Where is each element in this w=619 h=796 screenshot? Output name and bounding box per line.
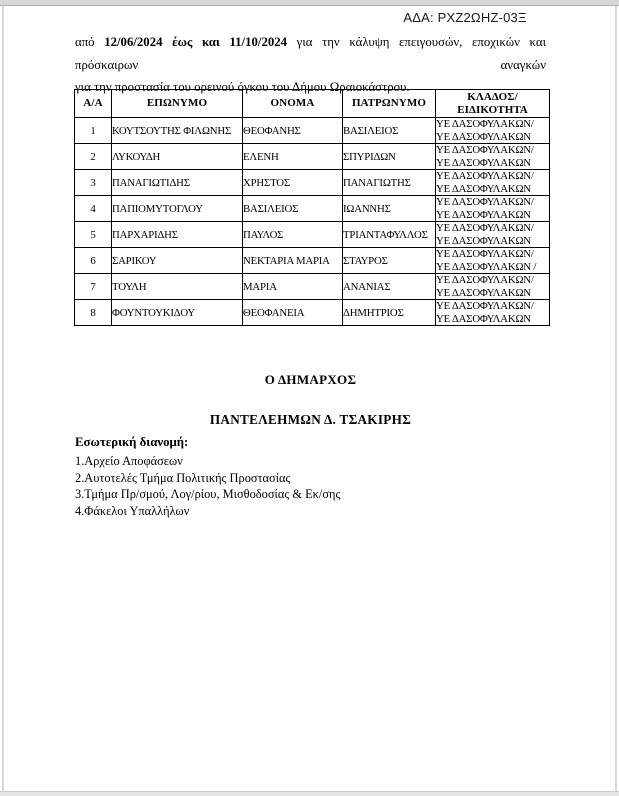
cell-surname: ΣΑΡΙΚΟΥ bbox=[112, 248, 243, 274]
table-row bbox=[75, 274, 550, 300]
page-right-edge bbox=[615, 6, 617, 791]
header-class-line1: ΚΛΑΔΟΣ/ bbox=[467, 90, 518, 103]
cell-patronymic: ΔΗΜΗΤΡΙΟΣ bbox=[343, 300, 436, 326]
cell-patronymic: ΙΩΑΝΝΗΣ bbox=[343, 196, 436, 222]
table-row bbox=[75, 170, 550, 196]
cell-surname: ΤΟΥΛΗ bbox=[112, 274, 243, 300]
specialty-line2: ΥΕ ΔΑΣΟΦΥΛΑΚΩΝ bbox=[436, 156, 531, 169]
page-left-edge bbox=[2, 6, 4, 791]
specialty-line1: ΥΕ ΔΑΣΟΦΥΛΑΚΩΝ/ bbox=[436, 196, 534, 208]
cell-aa: 7 bbox=[75, 274, 112, 300]
specialty-line2: ΥΕ ΔΑΣΟΦΥΛΑΚΩΝ bbox=[436, 208, 531, 221]
table-row bbox=[75, 196, 550, 222]
table-row bbox=[75, 118, 550, 144]
cell-specialty bbox=[436, 274, 550, 300]
cell-specialty bbox=[436, 144, 550, 170]
specialty-line2: ΥΕ ΔΑΣΟΦΥΛΑΚΩΝ bbox=[436, 234, 531, 247]
cell-name: ΜΑΡΙΑ bbox=[243, 274, 343, 300]
cell-aa: 1 bbox=[75, 118, 112, 144]
specialty-line2: ΥΕ ΔΑΣΟΦΥΛΑΚΩΝ bbox=[436, 286, 531, 299]
table-row bbox=[75, 300, 550, 326]
specialty-line1: ΥΕ ΔΑΣΟΦΥΛΑΚΩΝ/ bbox=[436, 144, 534, 156]
cell-patronymic: ΠΑΝΑΓΙΩΤΗΣ bbox=[343, 170, 436, 196]
specialty-line1: ΥΕ ΔΑΣΟΦΥΛΑΚΩΝ/ bbox=[436, 170, 534, 182]
cell-patronymic: ΒΑΣΙΛΕΙΟΣ bbox=[343, 118, 436, 144]
cell-aa: 5 bbox=[75, 222, 112, 248]
table-header-row bbox=[75, 90, 550, 118]
header-patronymic: ΠΑΤΡΩΝΥΜΟ bbox=[343, 90, 436, 118]
cell-name: ΘΕΟΦΑΝΕΙΑ bbox=[243, 300, 343, 326]
intro-dates-bold: 12/06/2024 έως και 11/10/2024 bbox=[104, 35, 288, 49]
personnel-table bbox=[74, 89, 550, 326]
specialty-line1: ΥΕ ΔΑΣΟΦΥΛΑΚΩΝ/ bbox=[436, 118, 534, 130]
cell-aa: 3 bbox=[75, 170, 112, 196]
header-class-specialty bbox=[436, 90, 550, 118]
cell-aa: 6 bbox=[75, 248, 112, 274]
intro-text-after-dates: για την κάλυψη επειγουσών, εποχικών και πρόσκαιρων αναγκών bbox=[75, 35, 547, 72]
specialty-line2: ΥΕ ΔΑΣΟΦΥΛΑΚΩΝ bbox=[436, 182, 531, 195]
cell-name: ΕΛΕΝΗ bbox=[243, 144, 343, 170]
header-surname: ΕΠΩΝΥΜΟ bbox=[112, 90, 243, 118]
table-row bbox=[75, 248, 550, 274]
cell-name: ΘΕΟΦΑΝΗΣ bbox=[243, 118, 343, 144]
internal-distribution-item: 1.Αρχείο Αποφάσεων bbox=[75, 454, 183, 468]
internal-distribution-heading: Εσωτερική διανομή: bbox=[75, 435, 189, 449]
specialty-line1: ΥΕ ΔΑΣΟΦΥΛΑΚΩΝ/ bbox=[436, 300, 534, 312]
cell-name: ΧΡΗΣΤΟΣ bbox=[243, 170, 343, 196]
intro-line-2: για την προστασία του ορεινού όγκου του Δήμου Ωραιοκάστρου. bbox=[75, 80, 410, 94]
cell-name: ΒΑΣΙΛΕΙΟΣ bbox=[243, 196, 343, 222]
cell-patronymic: ΣΤΑΥΡΟΣ bbox=[343, 248, 436, 274]
specialty-line1: ΥΕ ΔΑΣΟΦΥΛΑΚΩΝ/ bbox=[436, 248, 534, 260]
cell-specialty bbox=[436, 196, 550, 222]
internal-distribution-item: 2.Αυτοτελές Τμήμα Πολιτικής Προστασίας bbox=[75, 470, 291, 485]
cell-aa: 4 bbox=[75, 196, 112, 222]
cell-patronymic: ΣΠΥΡΙΔΩΝ bbox=[343, 144, 436, 170]
cell-specialty bbox=[436, 118, 550, 144]
specialty-line2: ΥΕ ΔΑΣΟΦΥΛΑΚΩΝ bbox=[436, 312, 531, 325]
header-name: ΟΝΟΜΑ bbox=[243, 90, 343, 118]
table-row bbox=[75, 222, 550, 248]
cell-surname: ΠΑΡΧΑΡΙΔΗΣ bbox=[112, 222, 243, 248]
intro-text-before-dates: από bbox=[75, 35, 105, 49]
internal-distribution bbox=[75, 435, 475, 519]
cell-aa: 2 bbox=[75, 144, 112, 170]
cell-surname: ΠΑΝΑΓΙΩΤΙΔΗΣ bbox=[112, 170, 243, 196]
page-bottom-edge bbox=[0, 791, 619, 796]
specialty-line2: ΥΕ ΔΑΣΟΦΥΛΑΚΩΝ bbox=[436, 130, 531, 143]
internal-distribution-item: 3.Τμήμα Πρ/σμού, Λογ/ρίου, Μισθοδοσίας & Εκ/σης bbox=[75, 487, 341, 502]
page-top-edge bbox=[0, 0, 619, 6]
cell-surname: ΦΟΥΝΤΟΥΚΙΔΟΥ bbox=[112, 300, 243, 326]
cell-specialty bbox=[436, 170, 550, 196]
specialty-line2: ΥΕ ΔΑΣΟΦΥΛΑΚΩΝ / bbox=[436, 260, 537, 273]
cell-patronymic: ΑΝΑΝΙΑΣ bbox=[343, 274, 436, 300]
cell-aa: 8 bbox=[75, 300, 112, 326]
header-aa: Α/Α bbox=[75, 90, 112, 118]
internal-distribution-item: 4.Φάκελοι Υπαλλήλων bbox=[75, 503, 190, 518]
cell-name: ΝΕΚΤΑΡΙΑ ΜΑΡΙΑ bbox=[243, 248, 343, 274]
cell-surname: ΛΥΚΟΥΔΗ bbox=[112, 144, 243, 170]
signature-title: Ο ΔΗΜΑΡΧΟΣ bbox=[264, 372, 357, 387]
ada-code: ΑΔΑ: ΡΧΖ2ΩΗΖ-03Ξ bbox=[403, 10, 527, 25]
cell-specialty bbox=[436, 248, 550, 274]
cell-specialty bbox=[436, 300, 550, 326]
signature-name: ΠΑΝΤΕΛΕΗΜΩΝ Δ. ΤΣΑΚΙΡΗΣ bbox=[209, 412, 412, 427]
cell-name: ΠΑΥΛΟΣ bbox=[243, 222, 343, 248]
header-class-line2: ΕΙΔΙΚΟΤΗΤΑ bbox=[457, 103, 528, 116]
specialty-line1: ΥΕ ΔΑΣΟΦΥΛΑΚΩΝ/ bbox=[436, 222, 534, 234]
cell-surname: ΠΑΠΙΟΜΥΤΟΓΛΟΥ bbox=[112, 196, 243, 222]
table-row bbox=[75, 144, 550, 170]
specialty-line1: ΥΕ ΔΑΣΟΦΥΛΑΚΩΝ/ bbox=[436, 274, 534, 286]
intro-line-1 bbox=[75, 31, 546, 76]
cell-surname: ΚΟΥΤΣΟΥΤΗΣ ΦΙΛΩΝΗΣ bbox=[112, 118, 243, 144]
cell-specialty bbox=[436, 222, 550, 248]
cell-patronymic: ΤΡΙΑΝΤΑΦΥΛΛΟΣ bbox=[343, 222, 436, 248]
